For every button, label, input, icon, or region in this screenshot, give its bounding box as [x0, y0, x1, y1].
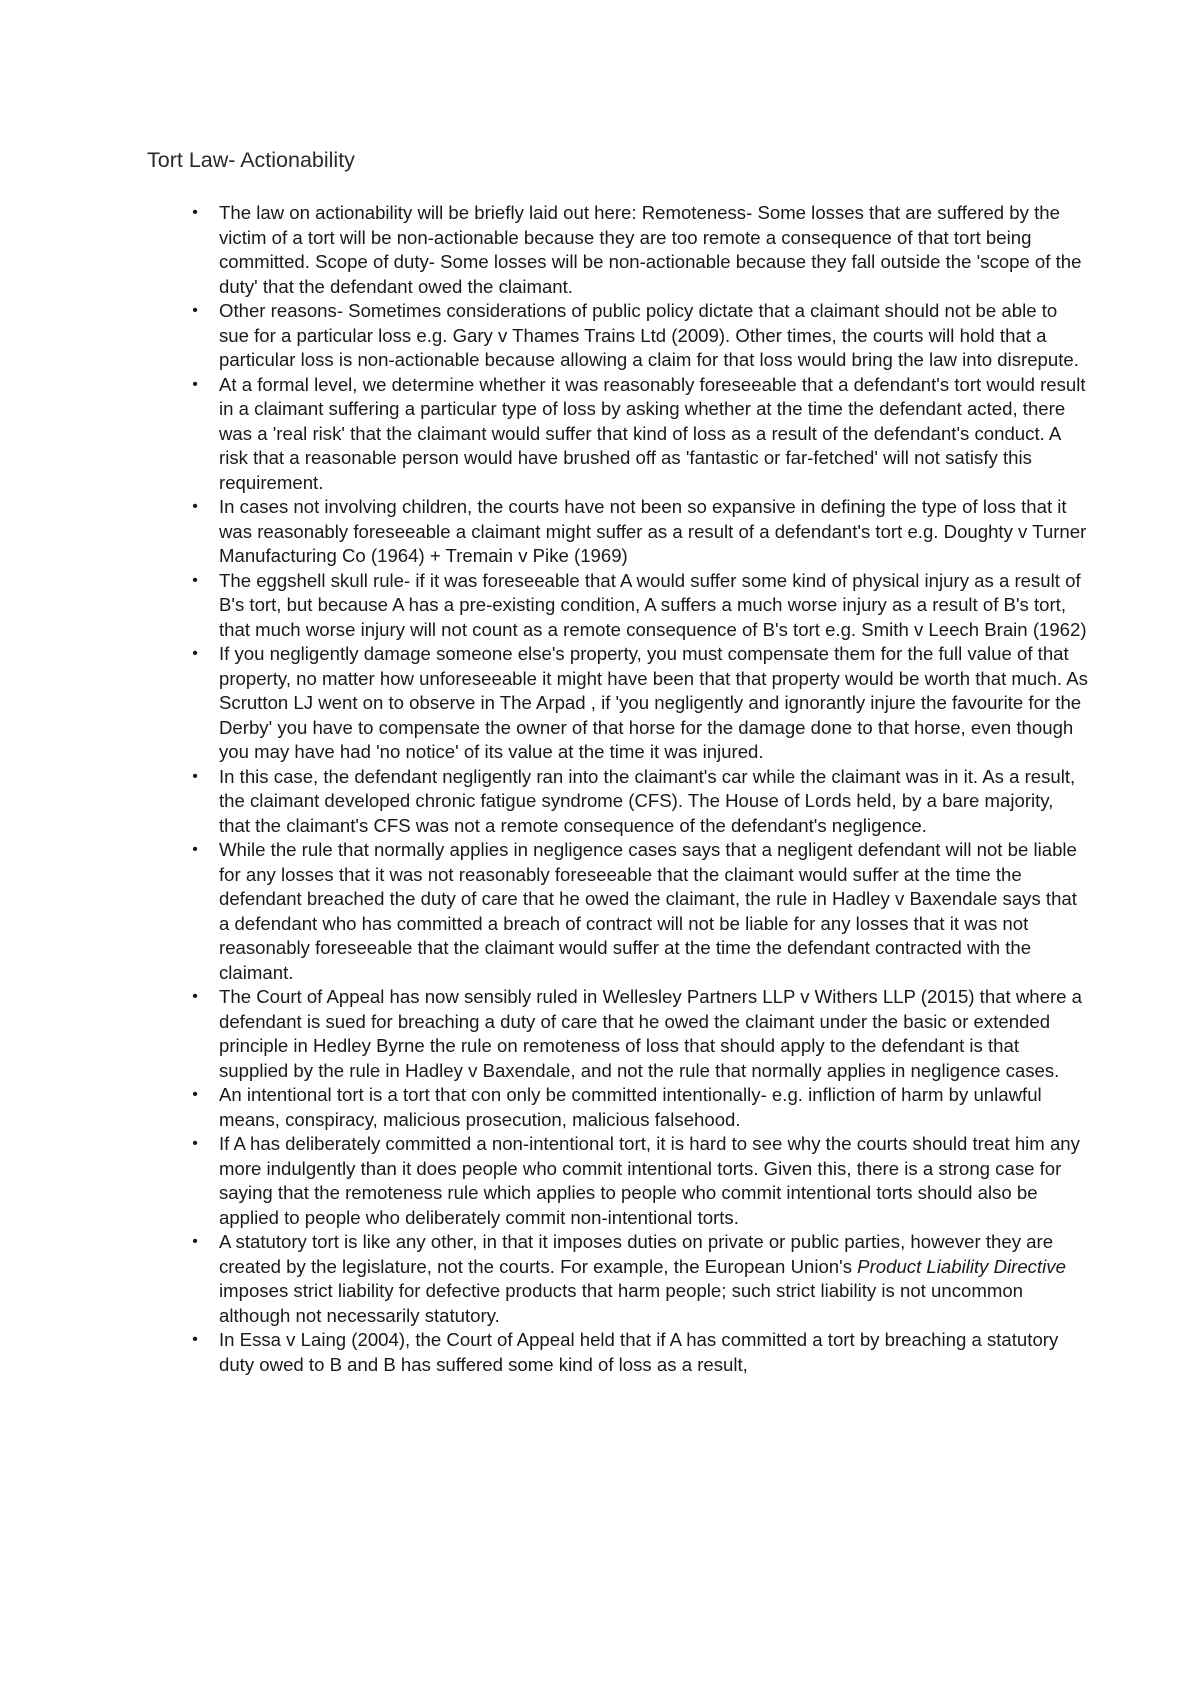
bullet-text: The law on actionability will be briefly laid out here: Remoteness- Some losses that are suffered by the victim of a tort will be non-actionable because they are too remote a consequence of that tort being committed. Scope of duty- Some losses will be non-actionable because they fall outside the 'scope of the duty' that the defendant owed the claimant. — [219, 202, 1082, 297]
list-item — [192, 1328, 1089, 1377]
list-item — [192, 1132, 1089, 1230]
list-item — [192, 201, 1089, 299]
bullet-text: If A has deliberately committed a non-intentional tort, it is hard to see why the courts should treat him any more indulgently than it does people who commit intentional torts. Given this, there is a strong case for saying that the remoteness rule which applies to people who commit intentional torts should also be applied to people who deliberately commit non-intentional torts. — [219, 1133, 1080, 1228]
list-item — [192, 1083, 1089, 1132]
list-item — [192, 373, 1089, 496]
bullet-icon: • — [192, 1331, 198, 1348]
bullet-text: In cases not involving children, the courts have not been so expansive in defining the type of loss that it was reasonably foreseeable a claimant might suffer as a result of a defendant's tort e.g. Doughty v Turner Manufacturing Co (1964) + Tremain v Pike (1969) — [219, 496, 1087, 566]
bullet-text: If you negligently damage someone else's property, you must compensate them for the full value of that property, no matter how unforeseeable it might have been that that property would be worth that much. As Scrutton LJ went on to observe in The Arpad , if 'you negligently and ignorantly injure the favourite for the Derby' you have to compensate the owner of that horse for the damage done to that horse, even though you may have had 'no notice' of its value at the time it was injured. — [219, 643, 1088, 762]
bullet-icon: • — [192, 988, 198, 1005]
bullet-text: The eggshell skull rule- if it was foreseeable that A would suffer some kind of physical injury as a result of B's tort, but because A has a pre-existing condition, A suffers a much worse injury as a result of B's tort, that much worse injury will not count as a remote consequence of B's tort e.g. Smith v Leech Brain (1962) — [219, 569, 1087, 640]
bullet-text-before: A statutory tort is like any other, in that it imposes duties on private or public parties, however they are created by the legislature, not the courts. For example, the European Union's — [219, 1231, 1054, 1277]
bullet-icon: • — [192, 1086, 198, 1103]
bullet-text: The Court of Appeal has now sensibly ruled in Wellesley Partners LLP v Withers LLP (2015) that where a defendant is sued for breaching a duty of care that he owed the claimant under the basic or extended principle in Hedley Byrne the rule on remoteness of loss that should apply to the defendant is that supplied by the rule in Hadley v Baxendale, and not the rule that normally applies in negligence cases. — [219, 986, 1083, 1081]
list-item — [192, 1230, 1089, 1328]
bullet-text: At a formal level, we determine whether it was reasonably foreseeable that a defendant's tort would result in a claimant suffering a particular type of loss by asking whether at the time the defendant acted, there was a 'real risk' that the claimant would suffer that kind of loss as a result of the defendant's conduct. A risk that a reasonable person would have brushed off as 'fantastic or far-fetched' will not satisfy this requirement. — [219, 373, 1086, 493]
bullet-icon: • — [192, 571, 198, 589]
list-item — [192, 765, 1089, 839]
bullet-icon: • — [192, 767, 198, 785]
bullet-text: An intentional tort is a tort that con only be committed intentionally- e.g. infliction of harm by unlawful means, conspiracy, malicious prosecution, malicious falsehood. — [219, 1084, 1042, 1130]
bullet-icon: • — [192, 1233, 198, 1250]
bullet-icon: • — [192, 841, 198, 858]
bullet-icon: • — [192, 375, 198, 393]
list-item — [192, 569, 1089, 643]
bullet-text: While the rule that normally applies in negligence cases says that a negligent defendant will not be liable for any losses that it was not reasonably foreseeable that the claimant would suffer at the time the defendant breached the duty of care that he owed the claimant, the rule in Hadley v Baxendale says that a defendant who has committed a breach of contract will not be liable for any losses that it was not reasonably foreseeable that the claimant would suffer at the time the defendant contracted with the claimant. — [219, 839, 1077, 983]
bullet-text: Other reasons- Sometimes considerations of public policy dictate that a claimant should not be able to sue for a particular loss e.g. Gary v Thames Trains Ltd (2009). Other times, the courts will hold that a particular loss is non-actionable because allowing a claim for that loss would bring the law into disrepute. — [219, 300, 1079, 370]
bullet-icon: • — [192, 204, 198, 221]
bullet-text-after: imposes strict liability for defective products that harm people; such strict liability is not uncommon although not necessarily statutory. — [219, 1280, 1023, 1326]
list-item — [192, 642, 1089, 765]
bullet-text: In Essa v Laing (2004), the Court of Appeal held that if A has committed a tort by breaching a statutory duty owed to B and B has suffered some kind of loss as a result, — [219, 1329, 1059, 1375]
list-item — [192, 838, 1089, 985]
list-item — [192, 299, 1089, 373]
bullet-icon: • — [192, 645, 198, 662]
bullet-icon: • — [192, 1135, 198, 1152]
list-item — [192, 985, 1089, 1083]
list-item — [192, 495, 1089, 569]
bullet-list — [192, 201, 1089, 1377]
document-title: Tort Law- Actionability — [147, 148, 355, 172]
directive-title: Product Liability Directive — [857, 1255, 1066, 1277]
bullet-text: In this case, the defendant negligently ran into the claimant's car while the claimant was in it. As a result, the claimant developed chronic fatigue syndrome (CFS). The House of Lords held, by a bare majority, that the claimant's CFS was not a remote consequence of the defendant's negligence. — [219, 765, 1076, 836]
bullet-icon: • — [192, 302, 198, 319]
bullet-icon: • — [192, 498, 198, 515]
